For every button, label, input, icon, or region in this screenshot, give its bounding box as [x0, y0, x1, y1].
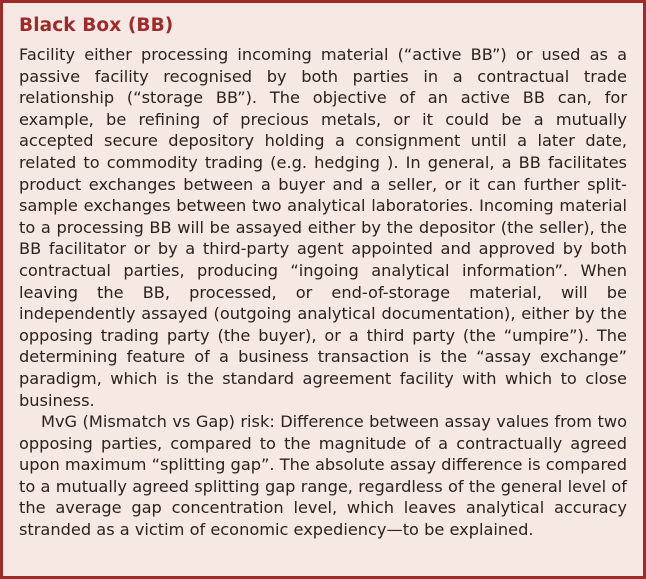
callout-body	[19, 44, 627, 541]
callout-paragraph-2: MvG (Mismatch vs Gap) risk: Difference between assay values from two opposing parties, compared to the magnitude of a contractually agreed upon maximum “splitting gap”. The absolute assay difference is compared to a mutually agreed splitting gap range, regardless of the general level of the average gap concentration level, which leaves analytical accuracy stranded as a victim of economic expediency—to be explained.	[19, 412, 627, 540]
callout-title: Black Box (BB)	[19, 15, 174, 36]
callout-paragraph-1: Facility either processing incoming material (“active BB”) or used as a passive facility recognised by both parties in a contractual trade relationship (“storage BB”). The objective of an active BB can, for example, be refining of precious metals, or it could be a mutually accepted secure depository holding a consignment until a later date, related to commodity trading (e.g. hedging ). In general, a BB facilitates product exchanges between a buyer and a seller, or it can further split-sample exchanges between two analytical laboratories. Incoming material to a processing BB will be assayed either by the depositor (the seller), the BB facilitator or by a third-party agent appointed and approved by both contractual parties, producing “ingoing analytical information”. When leaving the BB, processed, or end-of-storage material, will be independently assayed (outgoing analytical documentation), either by the opposing trading party (the buyer), or a third party (the “umpire”). The determining feature of a business transaction is the “assay exchange” paradigm, which is the standard agreement facility with which to close business.	[19, 45, 627, 410]
